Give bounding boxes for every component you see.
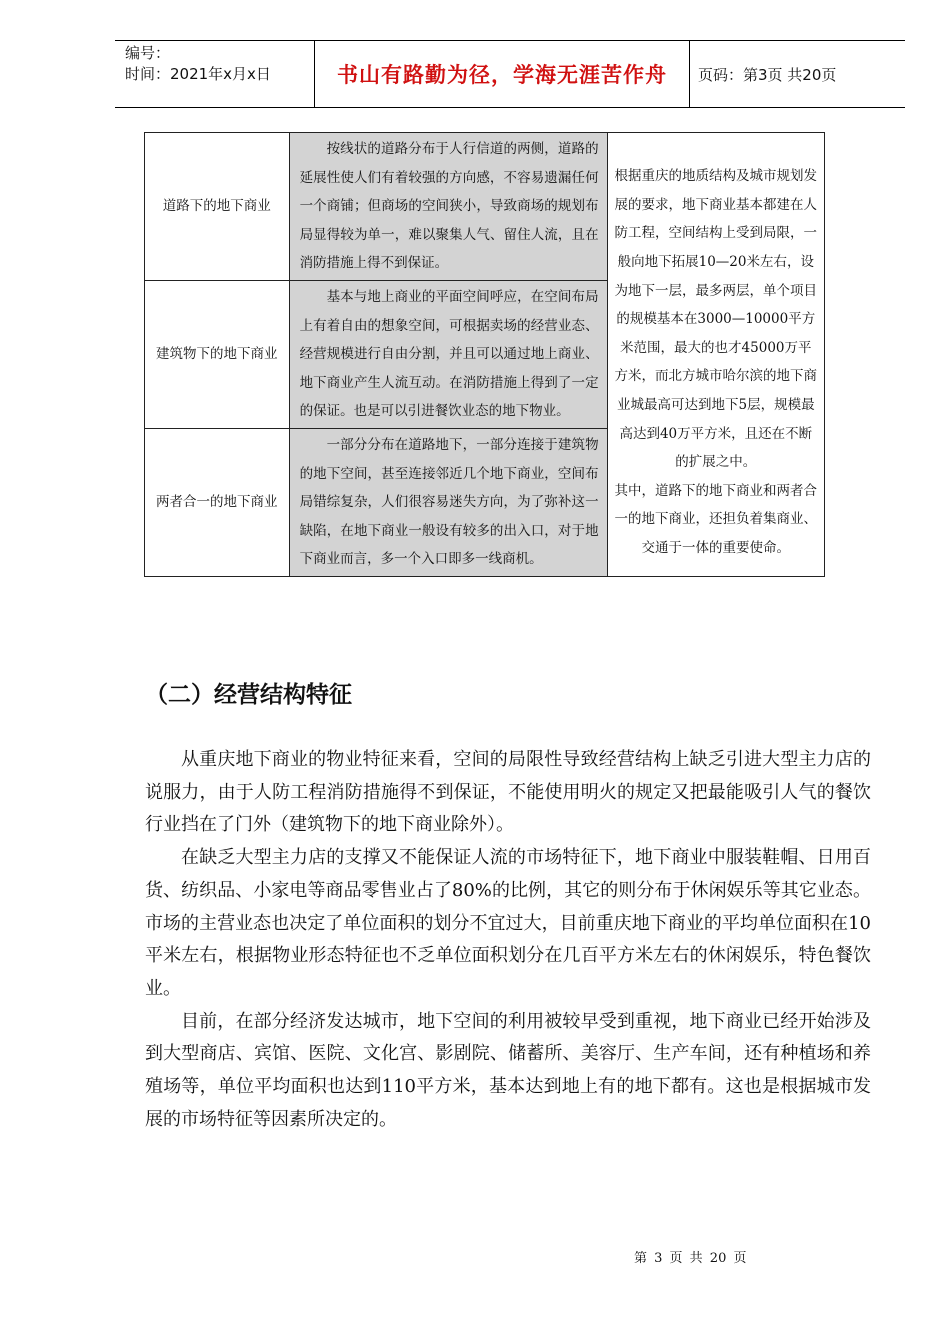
row-description: 一部分分布在道路地下，一部分连接于建筑物的地下空间，甚至连接邻近几个地下商业，空间布局错综复杂，人们很容易迷失方向，为了弥补这一缺陷，在地下商业一般设有较多的出入口，对于地下商业而言，多一个入口即多一线商机。	[289, 428, 607, 576]
header-number: 编号：	[125, 44, 171, 62]
section-heading: （二）经营结构特征	[145, 682, 352, 708]
header-page-label: 页码：第3页 共20页	[698, 65, 837, 84]
note-paragraph: 其中，道路下的地下商业和两者合一的地下商业，还担负着集商业、交通于一体的重要使命。	[614, 482, 818, 557]
header-motto: 书山有路勤为径，学海无涯苦作舟	[315, 41, 690, 107]
page-footer: 第 3 页 共 20 页	[634, 1251, 747, 1266]
body-paragraph: 从重庆地下商业的物业特征来看，空间的局限性导致经营结构上缺乏引进大型主力店的说服力，由于人防工程消防措施得不到保证，不能使用明火的规定又把最能吸引人气的餐饮行业挡在了门外（建筑物下的地下商业除外）。	[145, 749, 871, 836]
row-category: 建筑物下的地下商业	[145, 280, 290, 428]
header-meta	[115, 41, 315, 107]
page-header	[115, 40, 905, 108]
table-row	[145, 133, 825, 281]
table-note	[607, 133, 824, 577]
body-paragraph: 在缺乏大型主力店的支撑又不能保证人流的市场特征下，地下商业中服装鞋帽、日用百货、纺织品、小家电等商品零售业占了80%的比例，其它的则分布于休闲娱乐等其它业态。市场的主营业态也决定了单位面积的划分不宜过大，目前重庆地下商业的平均单位面积在10平米左右，根据物业形态特征也不乏单位面积划分在几百平方米左右的休闲娱乐，特色餐饮业。	[145, 847, 871, 999]
section-body	[145, 744, 871, 1136]
row-category: 道路下的地下商业	[145, 133, 290, 281]
row-description: 基本与地上商业的平面空间呼应，在空间布局上有着自由的想象空间，可根据卖场的经营业态、经营规模进行自由分割，并且可以通过地上商业、地下商业产生人流互动。在消防措施上得到了一定的保证。也是可以引进餐饮业态的地下物业。	[289, 280, 607, 428]
row-category: 两者合一的地下商业	[145, 428, 290, 576]
row-description: 按线状的道路分布于人行信道的两侧，道路的延展性使人们有着较强的方向感，不容易遗漏任何一个商铺；但商场的空间狭小，导致商场的规划布局显得较为单一，难以聚集人气、留住人流，且在消防措施上得不到保证。	[289, 133, 607, 281]
note-paragraph: 根据重庆的地质结构及城市规划发展的要求，地下商业基本都建在人防工程，空间结构上受到局限，一般向地下拓展10—20米左右，设为地下一层，最多两层，单个项目的规模基本在3000—10000平方米范围，最大的也才45000万平方米，而北方城市哈尔滨的地下商业城最高可达到地下5层，规模最高达到40万平方米，且还在不断的扩展之中。	[614, 168, 818, 471]
body-paragraph: 目前，在部分经济发达城市，地下空间的利用被较早受到重视，地下商业已经开始涉及到大型商店、宾馆、医院、文化宫、影剧院、储蓄所、美容厅、生产车间，还有种植场和养殖场等，单位平均面积也达到110平方米，基本达到地上有的地下都有。这也是根据城市发展的市场特征等因素所决定的。	[145, 1010, 871, 1130]
commerce-types-table	[144, 132, 825, 577]
header-time: 时间：2021年x月x日	[125, 65, 271, 83]
